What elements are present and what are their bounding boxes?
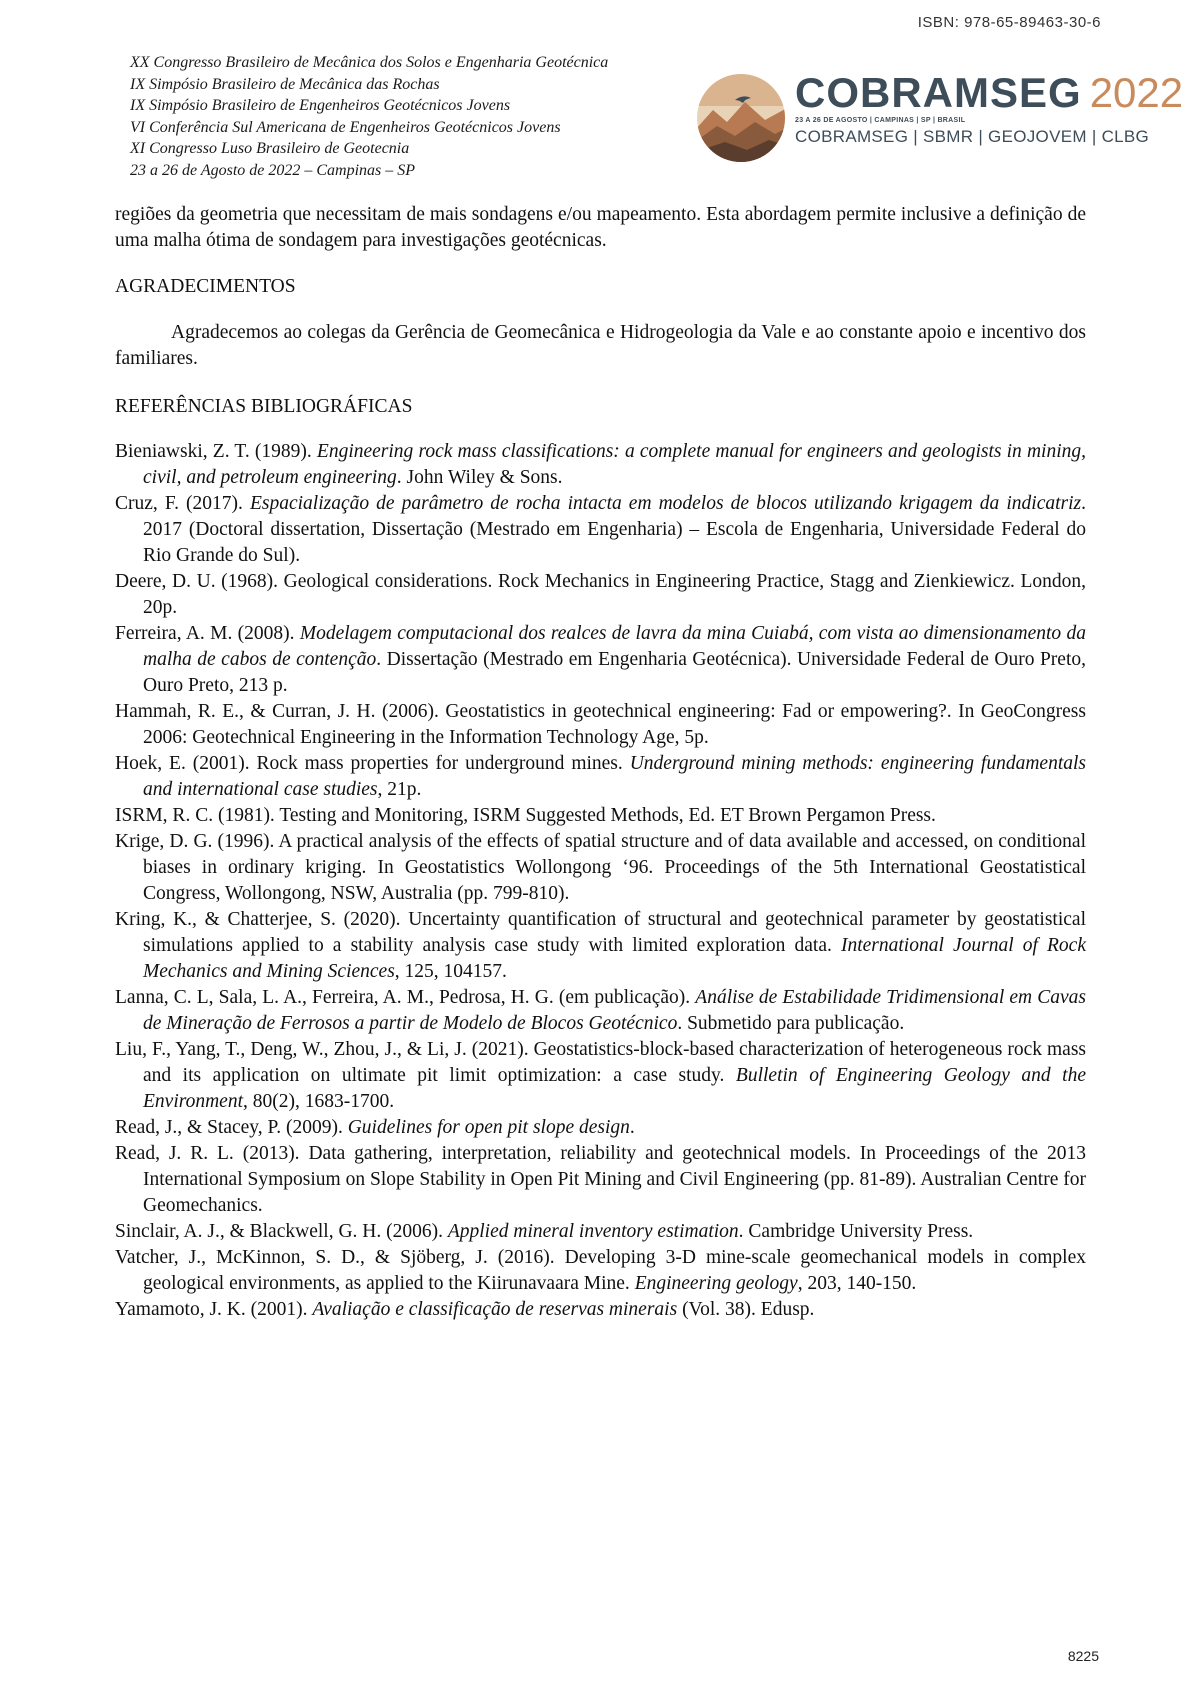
- reference-item: [115, 569, 1086, 621]
- reference-item: [115, 1141, 1086, 1219]
- reference-text: Krige, D. G. (1996). A practical analysis of the effects of spatial structure and of data available and accessed, on conditional biases in ordinary kriging. In Geostatistics Wollongong ‘96. Proceedings of the 5th International Geostatistical Congress, Wollongong, NSW, Australia (pp. 799-810).: [115, 831, 1086, 904]
- reference-title: Avaliação e classificação de reservas minerais: [312, 1299, 678, 1320]
- reference-text: , 80(2), 1683-1700.: [243, 1091, 395, 1112]
- page-content: [115, 202, 1086, 1323]
- cobramseg-logo: [695, 69, 1184, 172]
- reference-title: Análise de Estabilidade Tridimensional em Cavas de Mineração de Ferrosos a partir de Modelo de Blocos Geotécnico: [143, 987, 1086, 1034]
- conference-line: IX Simpósio Brasileiro de Mecânica das Rochas: [130, 75, 440, 93]
- ack-paragraph: Agradecemos ao colegas da Gerência de Geomecânica e Hidrogeologia da Vale e ao constante apoio e incentivo dos familiares.: [115, 322, 1086, 369]
- reference-text: , 203, 140-150.: [797, 1273, 917, 1294]
- reference-item: [115, 803, 1086, 829]
- reference-title: International Journal of Rock Mechanics and Mining Sciences: [143, 935, 1086, 982]
- reference-text: Sinclair, A. J., & Blackwell, G. H. (2006).: [115, 1221, 448, 1242]
- conference-line: XI Congresso Luso Brasileiro de Geotecnia: [130, 140, 410, 157]
- reference-text: Vatcher, J., McKinnon, S. D., & Sjöberg, J. (2016). Developing 3-D mine-scale geomechanical models in complex geological environments, as applied to the Kiirunavaara Mine.: [115, 1247, 1086, 1294]
- reference-text: Cruz, F. (2017).: [115, 493, 250, 514]
- reference-text: Read, J., & Stacey, P. (2009).: [115, 1117, 348, 1138]
- reference-list: [115, 439, 1086, 1323]
- reference-title: Applied mineral inventory estimation: [447, 1221, 739, 1242]
- logo-orgs-text: COBRAMSEG | SBMR | GEOJOVEM | CLBG: [795, 127, 1150, 146]
- logo-dates-text: 23 A 26 DE AGOSTO | CAMPINAS | SP | BRASIL: [795, 117, 966, 124]
- reference-item: [115, 1115, 1086, 1141]
- reference-item: [115, 907, 1086, 985]
- reference-text: Read, J. R. L. (2013). Data gathering, interpretation, reliability and geotechnical models. In Proceedings of the 2013 International Symposium on Slope Stability in Open Pit Mining and Civil Engineering (pp. 81-89). Australian Centre for Geomechanics.: [115, 1143, 1086, 1216]
- reference-text: Liu, F., Yang, T., Deng, W., Zhou, J., & Li, J. (2021). Geostatistics-block-based characterization of heterogeneous rock mass and its application on ultimate pit limit optimization: a case study.: [115, 1039, 1086, 1086]
- reference-item: [115, 751, 1086, 803]
- reference-item: [115, 1037, 1086, 1115]
- reference-item: [115, 699, 1086, 751]
- reference-text: . Cambridge University Press.: [738, 1221, 974, 1242]
- mountain-bird-emblem-icon: [695, 72, 787, 164]
- reference-item: [115, 621, 1086, 699]
- reference-item: [115, 1219, 1086, 1245]
- ack-heading: AGRADECIMENTOS: [115, 276, 296, 297]
- reference-item: [115, 1297, 1086, 1323]
- reference-text: ISRM, R. C. (1981). Testing and Monitoring, ISRM Suggested Methods, Ed. ET Brown Pergamon Press.: [115, 805, 936, 826]
- reference-text: Bieniawski, Z. T. (1989).: [115, 441, 317, 462]
- reference-text: (Vol. 38). Edusp.: [677, 1299, 815, 1320]
- reference-item: [115, 985, 1086, 1037]
- reference-text: Ferreira, A. M. (2008).: [115, 623, 300, 644]
- intro-paragraph: regiões da geometria que necessitam de mais sondagens e/ou mapeamento. Esta abordagem permite inclusive a definição de uma malha ótima de sondagem para investigações geotécnicas.: [115, 204, 1086, 251]
- reference-text: Hoek, E. (2001). Rock mass properties for underground mines.: [115, 753, 630, 774]
- reference-title: Guidelines for open pit slope design: [347, 1117, 630, 1138]
- reference-title: Engineering geology: [634, 1273, 798, 1294]
- reference-text: .: [629, 1117, 635, 1138]
- reference-title: Espacialização de parâmetro de rocha intacta em modelos de blocos utilizando krigagem da indicatriz: [249, 493, 1082, 514]
- logo-year-text: 2022: [1089, 69, 1184, 116]
- reference-text: , 21p.: [377, 779, 422, 800]
- reference-text: . Dissertação (Mestrado em Engenharia Geotécnica). Universidade Federal de Ouro Preto, Ouro Preto, 213 p.: [143, 649, 1086, 696]
- reference-text: Lanna, C. L, Sala, L. A., Ferreira, A. M., Pedrosa, H. G. (em publicação).: [115, 987, 696, 1008]
- reference-text: . Submetido para publicação.: [677, 1013, 905, 1034]
- conference-header: [130, 52, 608, 181]
- conference-line: IX Simpósio Brasileiro de Engenheiros Geotécnicos Jovens: [130, 97, 511, 114]
- reference-title: Bulletin of Engineering Geology and the Environment: [143, 1065, 1086, 1112]
- reference-title: Underground mining methods: engineering fundamentals and international case studies: [143, 753, 1086, 800]
- reference-title: Modelagem computacional dos realces de lavra da mina Cuiabá, com vista ao dimensionamento da malha de cabos de contenção: [143, 623, 1086, 670]
- reference-text: Yamamoto, J. K. (2001).: [115, 1299, 313, 1320]
- logo-brand-text: COBRAMSEG: [795, 69, 1082, 116]
- references-heading: REFERÊNCIAS BIBLIOGRÁFICAS: [115, 396, 413, 417]
- page-number: 8225: [1067, 1648, 1099, 1664]
- reference-text: , 125, 104157.: [394, 961, 507, 982]
- conference-line: 23 a 26 de Agosto de 2022 – Campinas – SP: [130, 161, 416, 179]
- reference-item: [115, 1245, 1086, 1297]
- reference-text: Hammah, R. E., & Curran, J. H. (2006). Geostatistics in geotechnical engineering: Fad or empowering?. In GeoCongress 2006: Geotechnical Engineering in the Information Technology Age, 5p.: [115, 701, 1086, 748]
- reference-text: . John Wiley & Sons.: [396, 467, 563, 488]
- reference-text: . 2017 (Doctoral dissertation, Dissertação (Mestrado em Engenharia) – Escola de Engenharia, Universidade Federal do Rio Grande do Sul).: [143, 493, 1086, 566]
- reference-title: Engineering rock mass classifications: a complete manual for engineers and geologists in mining, civil, and petroleum engineering: [143, 441, 1086, 488]
- reference-text: Deere, D. U. (1968). Geological considerations. Rock Mechanics in Engineering Practice, Stagg and Zienkiewicz. London, 20p.: [115, 571, 1086, 618]
- conference-line: XX Congresso Brasileiro de Mecânica dos Solos e Engenharia Geotécnica: [130, 54, 609, 71]
- reference-text: Kring, K., & Chatterjee, S. (2020). Uncertainty quantification of structural and geotechnical parameter by geostatistical simulations applied to a stability analysis case study with limited exploration data.: [115, 909, 1086, 956]
- isbn-label: ISBN: 978-65-89463-30-6: [917, 14, 1101, 31]
- reference-item: [115, 491, 1086, 569]
- conference-line: VI Conferência Sul Americana de Engenheiros Geotécnicos Jovens: [130, 118, 561, 136]
- reference-item: [115, 829, 1086, 907]
- reference-item: [115, 439, 1086, 491]
